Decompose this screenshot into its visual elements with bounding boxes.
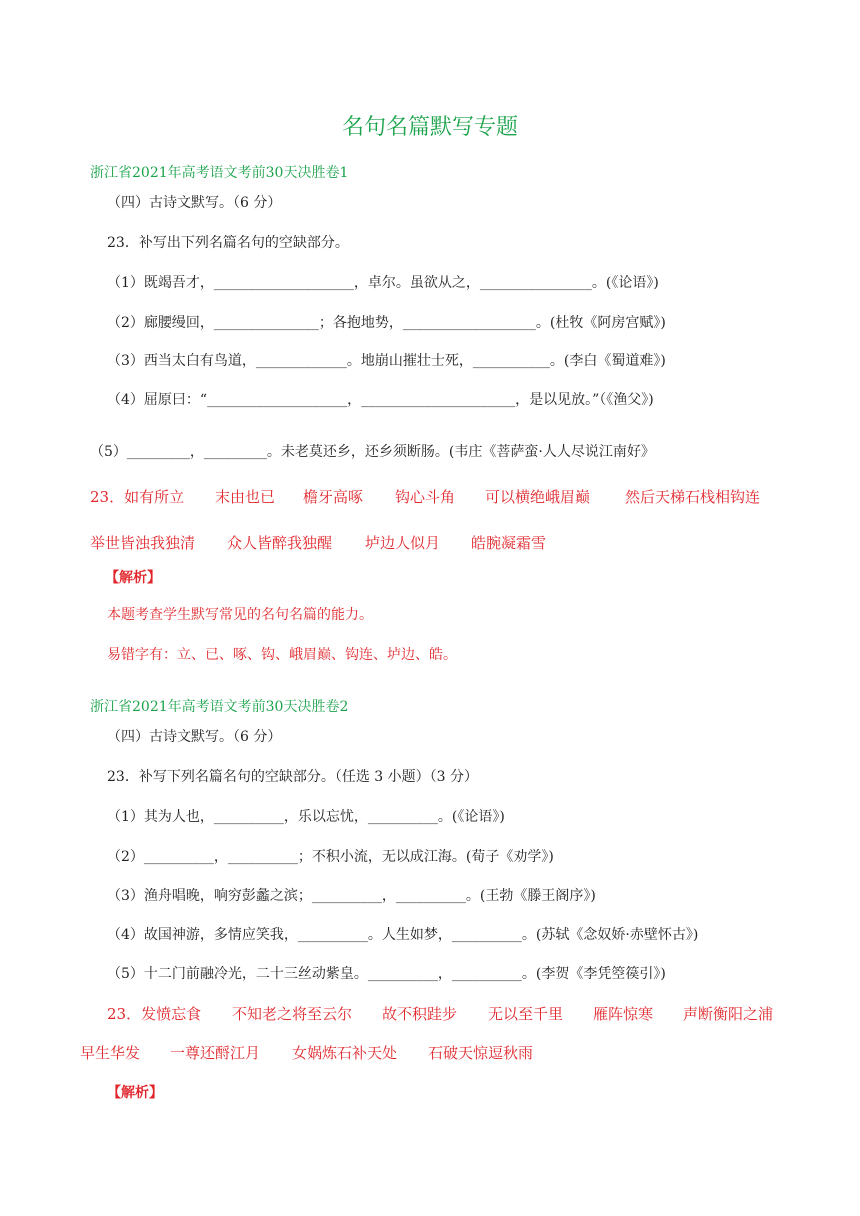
section1-analysis-text: 本题考查学生默写常见的名句名篇的能力。 [107,607,373,623]
section2-analysis-label: 【解析】 [107,1085,163,1101]
section2-item-2: （2）__________，__________；不积小流，无以成江海。(荀子《劝学》) [107,849,554,865]
section2-answer-row-2 [80,1043,533,1063]
answer-text: 女娲炼石补天处 [292,1044,398,1062]
answer-text: 一尊还酹江月 [170,1044,261,1062]
section2-item-1: （1）其为人也，__________，乐以忘忧，__________。(《论语》) [107,809,505,825]
answer-text: 故不积跬步 [382,1005,458,1023]
answer-text: 23．如有所立 [90,488,185,506]
section1-answer-row-1 [90,487,760,507]
section1-source: 浙江省2021年高考语文考前30天决胜卷1 [90,165,349,181]
section2-item-3: （3）渔舟唱晚，响穷彭蠡之滨；__________，__________。(王勃《滕王阁序》) [107,888,596,904]
answer-text: 雁阵惊寒 [593,1005,654,1023]
section1-analysis-label: 【解析】 [105,570,161,586]
answer-text: 石破天惊逗秋雨 [428,1044,534,1062]
section1-analysis-errors: 易错字有：立、已、啄、钩、峨眉巅、钩连、垆边、皓。 [107,647,457,663]
answer-text: 可以横绝峨眉巅 [485,488,591,506]
answer-text: 垆边人似月 [365,534,441,552]
section2-answer-row-1 [107,1004,773,1024]
answer-text: 不知老之将至云尔 [232,1005,353,1023]
section2-item-4: （4）故国神游，多情应笑我，__________。人生如梦，__________。(苏轼《念奴娇·赤壁怀古》) [107,927,699,943]
section1-part: （四）古诗文默写。（6 分） [107,195,282,211]
answer-text: 早生华发 [80,1044,141,1062]
page-title: 名句名篇默写专题 [341,115,518,140]
answer-text: 23．发愤忘食 [107,1005,202,1023]
answer-text: 无以至千里 [488,1005,564,1023]
section1-item-5: （5）_________，_________。未老莫还乡，还乡须断肠。(韦庄《菩萨蛮·人人尽说江南好》 [90,444,655,460]
answer-text: 声断衡阳之浦 [683,1005,774,1023]
section2-part: （四）古诗文默写。（6 分） [107,729,282,745]
section1-answer-row-2 [90,533,546,553]
section1-item-2: （2）廊腰缦回，_______________；各抱地势，___________________。(杜牧《阿房宫赋》) [107,315,666,331]
answer-text: 举世皆浊我独清 [90,534,196,552]
answer-text: 皓腕凝霜雪 [471,534,547,552]
answer-text: 然后天梯石栈相钩连 [625,488,761,506]
answer-text: 檐牙高啄 [303,488,364,506]
answer-text: 钩心斗角 [395,488,456,506]
section1-item-4: （4）屈原曰：“____________________，______________________，是以见放。”（《渔父》) [107,392,654,408]
section1-item-1: （1）既竭吾才，____________________，卓尔。虽欲从之，________________。(《论语》) [107,275,659,291]
section2-source: 浙江省2021年高考语文考前30天决胜卷2 [90,699,349,715]
section1-item-3: （3）西当太白有鸟道，_____________。地崩山摧壮士死，___________。(李白《蜀道难》) [107,353,666,369]
answer-text: 众人皆醉我独醒 [227,534,333,552]
section2-item-5: （5）十二门前融冷光，二十三丝动紫皇。__________，__________。(李贺《李凭箜篌引》) [107,966,666,982]
section2-question: 23．补写下列名篇名句的空缺部分。（任选 3 小题）（3 分） [107,769,478,785]
section1-question: 23．补写出下列名篇名句的空缺部分。 [107,235,349,251]
answer-text: 末由也已 [215,488,276,506]
